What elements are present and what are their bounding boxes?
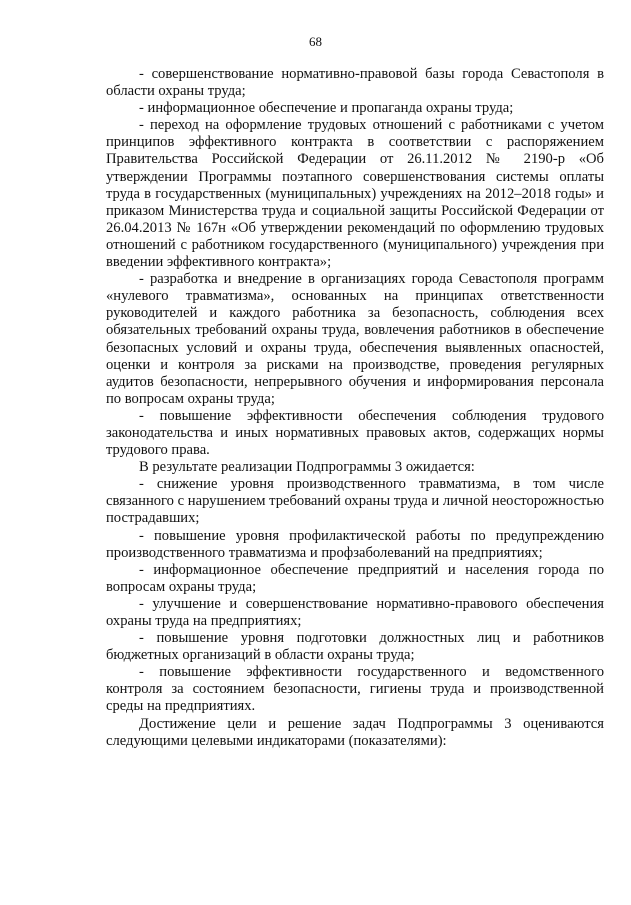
paragraph-6: В результате реализации Подпрограммы 3 ожидается:: [139, 459, 475, 476]
paragraph-4: - разработка и внедрение в организациях города Севастополя программ «нулевого травматизма», основанных на принципах ответственности руководителей и каждого работника за безопасность, соблюдения всех обязательных требований охраны труда, вовлечения работников в обеспечение безопасных условий и охраны труда, обеспечения выявленных опасностей, оценки и контроля за рисками на производстве, проведения регулярных аудитов безопасности, непрерывного обучения и информирования персонала по вопросам охраны труда;: [106, 271, 604, 407]
paragraph-11: - повышение уровня подготовки должностных лиц и работников бюджетных организаций в области охраны труда;: [106, 630, 604, 664]
paragraph-3: - переход на оформление трудовых отношений с работниками с учетом принципов эффективного контракта в соответствии с распоряжением Правительства Российской Федерации от 26.11.2012 № 2190-р «Об утверждении Программы поэтапного совершенствования системы оплаты труда в государственных (муниципальных) учреждениях на 2012–2018 годы» и приказом Министерства труда и социальной защиты Российской Федерации от 26.04.2013 № 167н «Об утверждении рекомендаций по оформлению трудовых отношений с работником государственного (муниципального) учреждения при введении эффективного контракта»;: [106, 117, 604, 271]
page-number: 68: [309, 34, 322, 49]
paragraph-13: Достижение цели и решение задач Подпрограммы 3 оцениваются следующими целевыми индикаторами (показателями):: [106, 715, 604, 749]
body-text: [106, 66, 604, 750]
paragraph-10: - улучшение и совершенствование нормативно-правового обеспечения охраны труда на предприятиях;: [106, 595, 604, 629]
paragraph-1: - совершенствование нормативно-правовой базы города Севастополя в области охраны труда;: [106, 66, 604, 100]
paragraph-8: - повышение уровня профилактической работы по предупреждению производственного травматизма и профзаболеваний на предприятиях;: [106, 527, 604, 561]
paragraph-9: - информационное обеспечение предприятий и населения города по вопросам охраны труда;: [106, 561, 604, 595]
paragraph-12: - повышение эффективности государственного и ведомственного контроля за состоянием безопасности, гигиены труда и производственной среды на предприятиях.: [106, 664, 604, 715]
paragraph-2: - информационное обеспечение и пропаганда охраны труда;: [139, 100, 514, 117]
paragraph-5: - повышение эффективности обеспечения соблюдения трудового законодательства и иных нормативных правовых актов, содержащих нормы трудового права.: [106, 407, 604, 459]
paragraph-7: - снижение уровня производственного травматизма, в том числе связанного с нарушением требований охраны труда и личной неосторожностью пострадавших;: [106, 476, 604, 527]
